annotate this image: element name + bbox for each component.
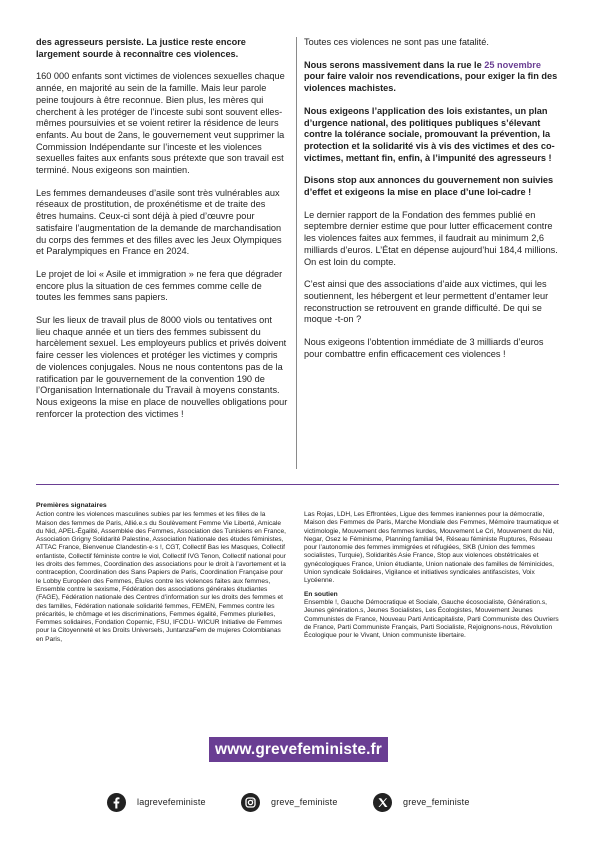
soutien-list: Ensemble !, Gauche Démocratique et Sociale, Gauche écosocialiste, Génération.s, Jeunes génération.s, Jeunes Socialistes, Les Écologistes, Mouvement Jeunes Communistes de France, Nouveau Parti Anticapitaliste, Parti Communiste des Ouvriers de France, Parti Communiste Français, Parti Socialiste, Rejoignons-nous, Révolution Écologique pour le Vivant, Union communiste libertaire. [304, 598, 559, 640]
signatories-list: Action contre les violences masculines subies par les femmes et les filles de la Maison des femmes de Paris, Allié.e.s du Soulèvement Femme Vie Liberté, Amicale du Nid, APEL-Égalité, Assemblée des Femmes, Association des Tunisiens en France, Association Grigny Solidarité Palestine, Association Nationale des études féministes, ATTAC France, Bienvenue Clandestin·e·s !, CGT, Collectif Bas les Masques, Collectif enfantiste, Collectif féministe contre le viol, Collectif IVG Tenon, Collectif national pour les droits des femmes, Coordination des associations pour le droit à l’avortement et la contraception, Coordination des Sans Papiers de Paris, Coordination Française pour le Lobby Européen des Femmes, Élu/es contre les violences faites aux femmes, Ensemble contre le sexisme, Fédération des associations générales étudiantes (FAGE), Fédération nationale des Centres d’information sur les droits des femmes et des familles, Fédération nationale solidarité femmes, FEMEN, Femmes contre les précarités, le chômage et les discriminations, Femmes égalité, Femmes plurielles, Femmes solidaires, Fondation Copernic, FSU, IFCDU- WICUR Initiative de Femmes pour la Citoyenneté et les Droits Universels, JuntanzaFem de mujeres Colombianas en Paris, [36, 511, 286, 643]
paragraph: Les femmes demandeuses d’asile sont très vulnérables aux réseaux de prostitution, de proxénétisme et de traite des êtres humains. Ceux-ci sont déjà à pied d’œuvre pour satisfaire l’augmentation de la demande de marchandisation du corps des femmes et des filles avec les Jeux Olympiques et Paralympiques en France en 2024. [36, 187, 282, 257]
paragraph: Nous exigeons l’obtention immédiate de 3 milliards d’euros pour combattre enfin efficacement ces violences ! [304, 337, 544, 359]
x-link[interactable] [373, 790, 470, 814]
signatories-right [304, 511, 560, 640]
paragraph: Le dernier rapport de la Fondation des femmes publié en septembre dernier estime que pour lutter efficacement contre les violences faites aux femmes, il faudrait au minimum 2,6 milliards d’euros. L’État en dépense aujourd’hui 184,4 millions. On est loin du compte. [304, 209, 558, 267]
soutien-title: En soutien [304, 590, 338, 598]
left-column [36, 37, 288, 431]
signatories-title: Premières signataires [36, 502, 107, 509]
paragraph: 160 000 enfants sont victimes de violences sexuelles chaque année, en majorité au sein de la famille. Mais leur parole peine toujours à être reconnue. Bien plus, les mères qui cherchent à les protéger de l’inceste subi sont souvent elles-mêmes poursuivies et se voient retirer la résidence de leurs enfants. Au bout de 2ans, le gouvernement veut supprimer la Commission Indépendante sur l’inceste et les violences sexuelles faites aux enfants sous prétexte que son travail est terminé. Nous exigeons son maintien. [36, 71, 285, 176]
paragraph: Le projet de loi « Asile et immigration » ne fera que dégrader encore plus la situation de ces femmes comme celle de toutes les femmes sans papiers. [36, 268, 283, 303]
paragraph: C’est ainsi que des associations d’aide aux victimes, qui les soutiennent, les hébergent et leur permettent d’entamer leur reconstruction se retrouvent en grande difficulté. De qui se moque -t-on ? [304, 279, 549, 325]
instagram-handle: greve_feministe [271, 797, 338, 807]
signatories-left [36, 502, 286, 644]
instagram-icon [241, 793, 260, 812]
paragraph: des agresseurs persiste. La justice reste encore largement sourde à reconnaître ces violences. [36, 37, 246, 59]
paragraph-25-novembre [304, 60, 560, 95]
website-link[interactable]: www.grevefeministe.fr [209, 737, 388, 762]
facebook-handle: lagrevefeministe [137, 797, 206, 807]
section-separator [36, 484, 559, 485]
facebook-icon [107, 793, 126, 812]
paragraph: Nous exigeons l’application des lois existantes, un plan d’urgence national, des politiques publiques s’élevant contre la tolérance sociale, promouvant la prévention, la protection et la solidarité vis à vis des victimes et des co-victimes, mettant fin, enfin, à l’impunité des agresseurs ! [304, 105, 555, 163]
instagram-link[interactable] [241, 790, 338, 814]
paragraph: Toutes ces violences ne sont pas une fatalité. [304, 37, 489, 47]
text: pour faire valoir nos revendications, pour exiger la fin des violences machistes. [304, 71, 558, 94]
x-icon [373, 793, 392, 812]
paragraph: Disons stop aux annonces du gouvernement non suivies d’effet et exigeons la mise en place d’une loi-cadre ! [304, 175, 554, 198]
column-divider [296, 37, 297, 469]
social-links [0, 790, 595, 814]
signatories-list: Las Rojas, LDH, Les Effrontées, Ligue des femmes iraniennes pour la démocratie, Maison des Femmes de Paris, Marche Mondiale des Femmes, Mémoire traumatique et victimologie, Mouvement des femmes kurdes, Mouvement Le Cri, Mouvement du Nid, Negar, Osez le Féminisme, Planning familial 94, Réseau féministe Ruptures, Réseau pour l’autonomie des femmes immigrées et réfugiées, SKB (Union des femmes socialistes, Turquie), Solidarités Asie France, Stop aux violences obstétricales et gynécologiques France, Union étudiante, Union nationale des familles de féminicides, Union syndicale Solidaires, Vigilance et initiatives syndicales antifascistes, Voix Lycéenne. [304, 511, 559, 585]
facebook-link[interactable] [107, 790, 206, 814]
text: Nous serons massivement dans la rue le [304, 59, 485, 70]
paragraph: Sur les lieux de travail plus de 8000 viols ou tentatives ont lieu chaque année et un tiers des femmes subissent du harcèlement sexuel. Les employeurs publics et privés doivent faire cesser les violences et protéger les victimes y compris de violences conjugales. Nous ne nous contentons pas de la ratification par le gouvernement de la convention 190 de l’Organisation Internationale du Travail à moyens constants. Nous exigeons la mise en place de nouvelles obligations pour renforcer la protection des victimes ! [36, 315, 288, 419]
highlight-date: 25 novembre [484, 59, 541, 70]
x-handle: greve_feministe [403, 797, 470, 807]
right-column [304, 37, 560, 371]
